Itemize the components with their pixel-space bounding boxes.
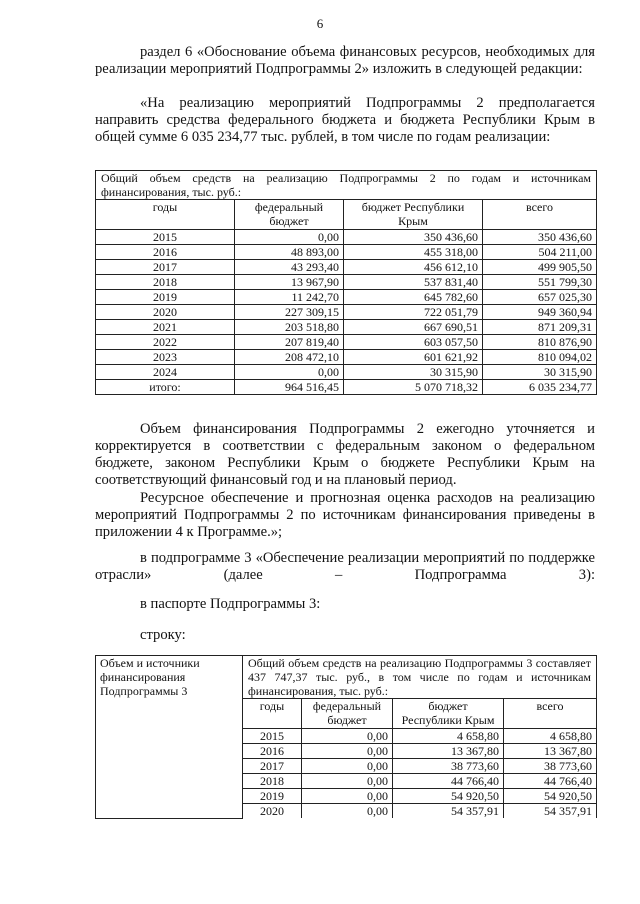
table2-cell-total: 4 658,80 bbox=[504, 729, 597, 744]
table1-cell-total: 504 211,00 bbox=[483, 245, 597, 260]
table1-header-federal: федеральный бюджет bbox=[235, 200, 344, 230]
table1-cell-crimea: 455 318,00 bbox=[344, 245, 483, 260]
table1-cell-year: 2022 bbox=[96, 335, 235, 350]
page-number: 6 bbox=[316, 16, 324, 31]
table2-cell-year: 2015 bbox=[243, 729, 302, 744]
table2-row bbox=[243, 759, 596, 774]
table1-cell-federal: 13 967,90 bbox=[235, 275, 344, 290]
table1-cell-year: 2015 bbox=[96, 230, 235, 245]
table2-cell-year: 2017 bbox=[243, 759, 302, 774]
table1-row bbox=[96, 365, 597, 380]
table2-cell-crimea: 13 367,80 bbox=[393, 744, 504, 759]
table1-cell-federal: 207 819,40 bbox=[235, 335, 344, 350]
table1-cell-crimea: 5 070 718,32 bbox=[344, 380, 483, 395]
table1-cell-crimea: 645 782,60 bbox=[344, 290, 483, 305]
table1-cell-crimea: 667 690,51 bbox=[344, 320, 483, 335]
table1-cell-total: 949 360,94 bbox=[483, 305, 597, 320]
table1-caption: Общий объем средств на реализацию Подпрограммы 2 по годам и источникам финансирования, тыс. руб.: bbox=[96, 171, 597, 200]
table2-cell-total: 13 367,80 bbox=[504, 744, 597, 759]
table1-row bbox=[96, 260, 597, 275]
table2-cell-federal: 0,00 bbox=[302, 804, 393, 819]
table1-row bbox=[96, 380, 597, 395]
table2-header-total: всего bbox=[504, 699, 597, 729]
table1-row bbox=[96, 230, 597, 245]
table2-label: Объем и источники финансирования Подпрограммы 3 bbox=[96, 656, 243, 819]
table2-cell-total: 38 773,60 bbox=[504, 759, 597, 774]
paragraph-financing-adjusted: Объем финансирования Подпрограммы 2 ежегодно уточняется и корректируется в соответствии с федеральным законом о федеральном бюджете, законом Республики Крым о бюджете Республики Крым на соответствующий финансовый год и на плановый период. bbox=[95, 421, 595, 488]
table1-cell-total: 499 905,50 bbox=[483, 260, 597, 275]
table2-cell-federal: 0,00 bbox=[302, 729, 393, 744]
table2-header-crimea: бюджет Республики Крым bbox=[393, 699, 504, 729]
table1-row bbox=[96, 350, 597, 365]
table2-row bbox=[243, 804, 596, 819]
table1-cell-federal: 0,00 bbox=[235, 365, 344, 380]
table1-cell-year: 2020 bbox=[96, 305, 235, 320]
table1-cell-year: 2017 bbox=[96, 260, 235, 275]
table2-cell-federal: 0,00 bbox=[302, 774, 393, 789]
table2-caption: Общий объем средств на реализацию Подпрограммы 3 составляет 437 747,37 тыс. руб., в том числе по годам и источникам финансирования, тыс. руб.: bbox=[243, 656, 596, 699]
paragraph-resource-provision: Ресурсное обеспечение и прогнозная оценка расходов на реализацию мероприятий Подпрограммы 2 по источникам финансирования приведены в приложении 4 к Программе.»; bbox=[95, 490, 595, 540]
table2-row bbox=[243, 729, 596, 744]
table2-cell-total: 54 920,50 bbox=[504, 789, 597, 804]
table1-cell-federal: 48 893,00 bbox=[235, 245, 344, 260]
table2-cell-total: 44 766,40 bbox=[504, 774, 597, 789]
table2-cell-federal: 0,00 bbox=[302, 744, 393, 759]
table1-cell-total: 30 315,90 bbox=[483, 365, 597, 380]
table1-cell-total: 810 094,02 bbox=[483, 350, 597, 365]
table1-cell-federal: 11 242,70 bbox=[235, 290, 344, 305]
table2-cell-year: 2018 bbox=[243, 774, 302, 789]
table1-cell-crimea: 722 051,79 bbox=[344, 305, 483, 320]
paragraph-line: строку: bbox=[140, 627, 186, 643]
table1-cell-total: 551 799,30 bbox=[483, 275, 597, 290]
table1-cell-federal: 208 472,10 bbox=[235, 350, 344, 365]
table1-row bbox=[96, 245, 597, 260]
table2-row bbox=[243, 774, 596, 789]
table1-cell-year: 2023 bbox=[96, 350, 235, 365]
table1-cell-total: 657 025,30 bbox=[483, 290, 597, 305]
table2-cell-crimea: 38 773,60 bbox=[393, 759, 504, 774]
table1-row bbox=[96, 320, 597, 335]
table1-cell-total: 350 436,60 bbox=[483, 230, 597, 245]
paragraph-subprogram-3: в подпрограмме 3 «Обеспечение реализации мероприятий по поддержке отрасли» (далее – Подпрограмма 3): bbox=[95, 550, 595, 583]
table2-cell-federal: 0,00 bbox=[302, 789, 393, 804]
table1-row bbox=[96, 335, 597, 350]
table1-cell-crimea: 30 315,90 bbox=[344, 365, 483, 380]
table2-cell-crimea: 54 920,50 bbox=[393, 789, 504, 804]
table2-inner bbox=[243, 656, 596, 818]
table1-cell-total: 6 035 234,77 bbox=[483, 380, 597, 395]
table2-cell-crimea: 4 658,80 bbox=[393, 729, 504, 744]
table1-cell-federal: 43 293,40 bbox=[235, 260, 344, 275]
table2-header-federal: федеральный бюджет bbox=[302, 699, 393, 729]
table1-cell-federal: 203 518,80 bbox=[235, 320, 344, 335]
table1-row bbox=[96, 305, 597, 320]
table2-cell-year: 2019 bbox=[243, 789, 302, 804]
table1-cell-year: 2018 bbox=[96, 275, 235, 290]
table1-row bbox=[96, 290, 597, 305]
table2-row bbox=[243, 789, 596, 804]
table1-cell-year: итого: bbox=[96, 380, 235, 395]
table1-cell-federal: 227 309,15 bbox=[235, 305, 344, 320]
table1-header-years: годы bbox=[96, 200, 235, 230]
table2-cell-total: 54 357,91 bbox=[504, 804, 597, 819]
table1-cell-year: 2021 bbox=[96, 320, 235, 335]
table1-body bbox=[96, 230, 597, 395]
table1-header-crimea: бюджет Республики Крым bbox=[344, 200, 483, 230]
table2-cell-year: 2020 bbox=[243, 804, 302, 819]
table1-cell-crimea: 601 621,92 bbox=[344, 350, 483, 365]
quote-paragraph: «На реализацию мероприятий Подпрограммы 2 предполагается направить средства федерального бюджета и бюджета Республики Крым в общей сумме 6 035 234,77 тыс. рублей, в том числе по годам реализации: bbox=[95, 95, 595, 145]
table2-header-years: годы bbox=[243, 699, 302, 729]
funding-table-subprogram-3 bbox=[95, 655, 597, 819]
paragraph-passport: в паспорте Подпрограммы 3: bbox=[140, 596, 321, 612]
table1-cell-year: 2019 bbox=[96, 290, 235, 305]
table1-cell-year: 2024 bbox=[96, 365, 235, 380]
table1-cell-crimea: 537 831,40 bbox=[344, 275, 483, 290]
table1-cell-year: 2016 bbox=[96, 245, 235, 260]
intro-paragraph: раздел 6 «Обоснование объема финансовых ресурсов, необходимых для реализации мероприятий Подпрограммы 2» изложить в следующей редакции: bbox=[95, 44, 595, 77]
table1-cell-crimea: 456 612,10 bbox=[344, 260, 483, 275]
table2-cell-federal: 0,00 bbox=[302, 759, 393, 774]
table1-cell-federal: 964 516,45 bbox=[235, 380, 344, 395]
table1-cell-total: 871 209,31 bbox=[483, 320, 597, 335]
table2-cell-year: 2016 bbox=[243, 744, 302, 759]
table2-cell-crimea: 44 766,40 bbox=[393, 774, 504, 789]
funding-table-subprogram-2 bbox=[95, 170, 597, 395]
table1-cell-total: 810 876,90 bbox=[483, 335, 597, 350]
table1-header-total: всего bbox=[483, 200, 597, 230]
table1-cell-federal: 0,00 bbox=[235, 230, 344, 245]
table1-row bbox=[96, 275, 597, 290]
table1-cell-crimea: 350 436,60 bbox=[344, 230, 483, 245]
table2-body bbox=[243, 729, 596, 819]
table2-row bbox=[243, 744, 596, 759]
table1-cell-crimea: 603 057,50 bbox=[344, 335, 483, 350]
table2-cell-crimea: 54 357,91 bbox=[393, 804, 504, 819]
